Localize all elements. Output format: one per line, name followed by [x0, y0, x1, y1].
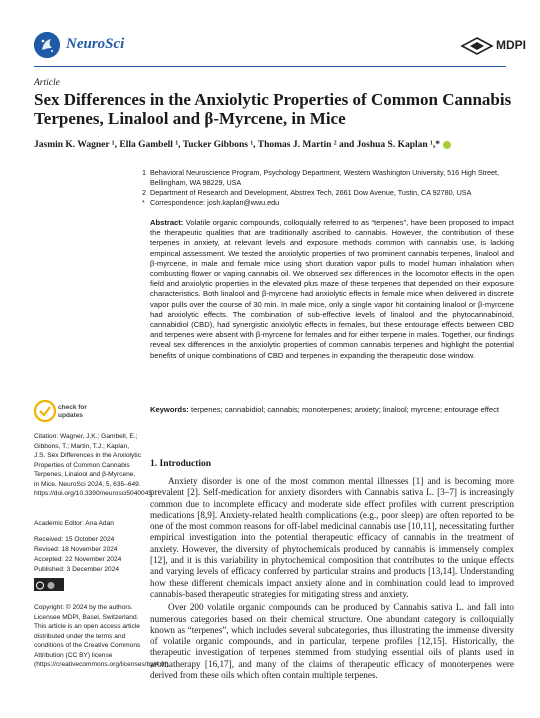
keywords-label: Keywords:: [150, 405, 189, 414]
affiliation-number: *: [142, 198, 145, 207]
correspondence-text[interactable]: Correspondence: josh.kaplan@wwu.edu: [150, 198, 280, 207]
affiliation-2: [142, 188, 520, 198]
affiliation-number: 2: [142, 188, 146, 197]
keywords: [150, 405, 514, 415]
abstract-label: Abstract:: [150, 218, 184, 227]
header-rule: [34, 66, 506, 67]
mdpi-logo-icon: [460, 37, 494, 55]
revised-date: Revised: 18 November 2024: [34, 546, 118, 553]
keywords-text: terpenes; cannabidiol; cannabis; monoterpenes; anxiety; linalool; myrcene; entourage effect: [190, 405, 499, 414]
received-date: Received: 15 October 2024: [34, 536, 115, 543]
article-title: Sex Differences in the Anxiolytic Properties of Common Cannabis Terpenes, Linalool and β-Myrcene, in Mice: [34, 90, 512, 128]
affiliation-text: Department of Research and Development, Abstrex Tech, 2661 Dow Avenue, Tustin, CA 92780, USA: [150, 188, 472, 197]
intro-paragraphs: [150, 476, 514, 681]
abstract: [150, 218, 514, 361]
affiliation-1: [142, 168, 520, 187]
author-list: [34, 140, 514, 150]
copyright: Copyright: © 2024 by the authors. Licensee MDPI, Basel, Switzerland. This article is an open access article distributed under the terms and conditions of the Creative Commons Attribution (CC BY) license (https://creativecommons.org/licenses/by/4.0/).: [34, 604, 171, 668]
abstract-text: Volatile organic compounds, colloquially referred to as “terpenes”, have been proposed to impact the therapeutic qualities that are traditionally ascribed to cannabis. However, the contribution of these terpenes in anxiety, at relevant levels and exposure methods common with cannabis use, is lacking empirical assessment. We tested the anxiolytic properties of two prominent cannabis terpenes, linalool and β-myrcene, in male and female mice using short duration vapor pulls to model human inhalation when combusting flower or vaping cannabis oil. We observed sex differences in the locomotor effects in the open field and anxiolytic properties in the elevated plus maze of these terpenes that depended on their exposure characteristics. Both linalool and β-myrcene had anxiolytic effects in female mice when delivered in discrete vapor pulls over the course of 30 min. In male mice, only a single vapor hit containing linalool or β-myrcene had anxiolytic effects. The combination of sub-effective levels of linalool and the phytocannabinoid, cannabidiol (CBD), had synergistic anxiolytic effects in females, but these entourage effects between CBD and terpenes were absent with β-myrcene for females and for either terpene in males. Together, our findings reveal sex differences in the anxiolytic properties of common cannabis terpenes and highlight the potential benefits of unique combinations of CBD and terpenes in expanding the therapeutic dose window.: [150, 218, 514, 360]
orcid-icon[interactable]: [443, 141, 451, 149]
citation: Citation: Wagner, J.K.; Gambell, E.; Gibbons, T.; Martin, T.J.; Kaplan, J.S. Sex Differences in the Anxiolytic Properties of Common Cannabis Terpenes, Linalool and β-Myrcene, in Mice. NeuroSci 2024, 5, 635–649. https://doi.org/10.3390/neurosci5040045: [34, 433, 153, 497]
publisher-name: MDPI: [496, 38, 526, 52]
check-updates-label[interactable]: check for updates: [58, 404, 87, 419]
published-date: Published: 3 December 2024: [34, 566, 120, 573]
cc-by-license-icon[interactable]: [34, 578, 64, 589]
accepted-date: Accepted: 22 November 2024: [34, 556, 122, 563]
paragraph: Over 200 volatile organic compounds can be produced by Cannabis sativa L. and fall into numerous categories based on their chemical structure. One abundant category is colloquially known as “terpenes”, which includes several subcategories, thus illustrating the immense diversity of volatile organic compounds, and in particular, terpene profiles [12,15]. Historically, the therapeutic investigation of terpenes stemmed from studying essential oils of plants used in aromatherapy [16,17], and many of the claims of therapeutic efficacy of monoterpenes were derived from these oils which often contain multiple terpenes.: [150, 602, 514, 681]
affiliation-number: 1: [142, 168, 146, 177]
paragraph: Anxiety disorder is one of the most common mental illnesses [1] and is becoming more prevalent [2]. Self-medication for anxiety disorders with Cannabis sativa L. [3–7] is increasingly common due to incomplete efficacy and moderate side effect profiles with current prescription medications [8,9]. Anxiety-related health complications (e.g., poor sleep) are often reported to be one of the most common reasons for off-label medicinal cannabis use [10,11], necessitating further empirical investigation into the potential therapeutic efficacy of cannabis in the treatment of anxiety. However, the diversity of phytochemicals produced by cannabis is immensely complex [12], and it is this variability in phytochemical composition that contributes to the unique effects and varying levels of efficacy conferred by particular strains and products [13,14]. Understanding how these different chemicals impact anxiety alone and in combination could lead to improved cannabis-based therapeutic strategies for mitigating stress and anxiety.: [150, 476, 514, 599]
section-title: 1. Introduction: [150, 459, 212, 469]
affiliation-text: Behavioral Neuroscience Program, Psychology Department, Western Washington University, 516 High Street, Bellingham, WA 98229, USA: [150, 168, 500, 187]
article-type: Article: [34, 78, 60, 88]
journal-logo-icon: [34, 32, 60, 58]
author-names: Jasmin K. Wagner ¹, Ella Gambell ¹, Tucker Gibbons ¹, Thomas J. Martin ² and Joshua S. Kaplan ¹,*: [34, 140, 441, 150]
academic-editor: Academic Editor: Ana Adan: [34, 520, 114, 527]
correspondence: [142, 198, 520, 208]
journal-name: NeuroSci: [66, 36, 125, 52]
